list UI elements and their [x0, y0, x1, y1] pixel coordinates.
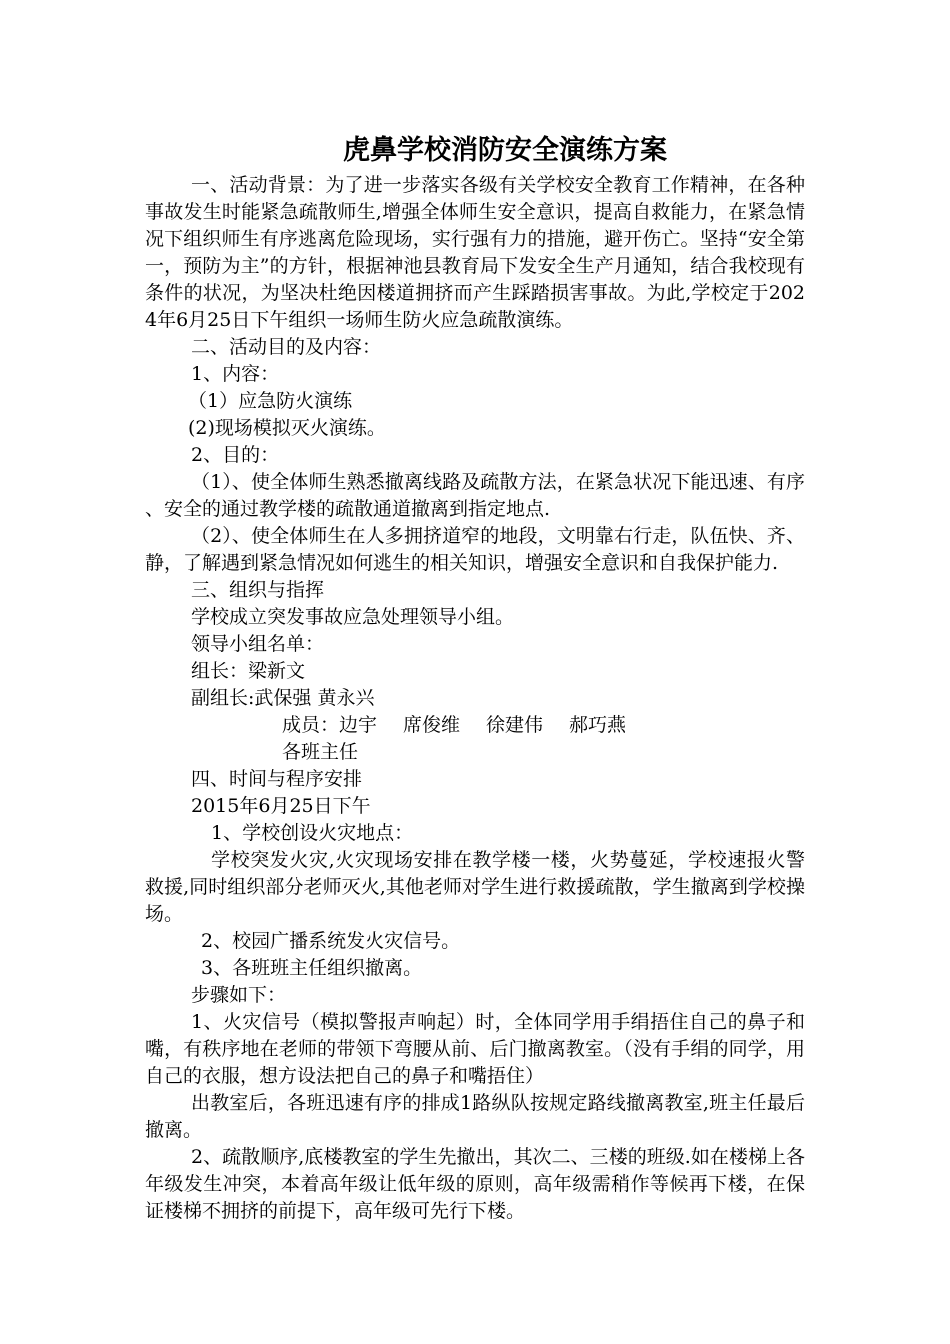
- paragraph-date: 2015年6月25日下午: [191, 795, 371, 817]
- paragraph-class-teachers: 各班主任: [282, 741, 359, 763]
- paragraph-evacuation-organize: 3、各班班主任组织撤离。: [201, 957, 423, 979]
- subheading-purpose: 2、目的：: [191, 444, 280, 466]
- list-item-drill: （1）应急防火演练: [188, 390, 353, 412]
- member-name: 席俊维: [403, 714, 461, 736]
- paragraph-step-fire-location: 1、学校创设火灾地点：: [211, 822, 414, 844]
- paragraph-group-list: 领导小组名单：: [191, 633, 325, 655]
- paragraph-members: [145, 712, 805, 739]
- paragraph-background: 一、活动背景：为了进一步落实各级有关学校安全教育工作精神，在各种事故发生时能紧急疏散师生,增强全体师生安全意识，提高自救能力，在紧急情况下组织师生有序逃离危险现场，实行强有力的措施，避开伤亡。坚持“安全第一，预防为主”的方针，根据神池县教育局下发安全生产月通知，结合我校现有条件的状况，为坚决杜绝因楼道拥挤而产生踩踏损害事故。为此,学校定于2024年6月25日下午组织一场师生防火应急疏散演练。: [145, 174, 805, 331]
- heading-organization: 三、组织与指挥: [191, 579, 325, 601]
- member-name: 徐建伟: [486, 714, 544, 736]
- paragraph-leadership-group: 学校成立突发事故应急处理领导小组。: [191, 606, 515, 628]
- paragraph-deputy-leaders: 副组长:武保强 黄永兴: [191, 687, 375, 709]
- paragraph-leave-classroom: 出教室后，各班迅速有序的排成1路纵队按规定路线撤离教室,班主任最后撤离。: [145, 1092, 805, 1141]
- paragraph-purpose-2: （2）、使全体师生在人多拥挤道窄的地段，文明靠右行走，队伍快、齐、静，了解遇到紧急情况如何逃生的相关知识，增强安全意识和自我保护能力.: [145, 525, 805, 574]
- paragraph-fire-scenario: 学校突发火灾,火灾现场安排在教学楼一楼，火势蔓延，学校速报火警救援,同时组织部分老师灭火,其他老师对学生进行救援疏散，学生撤离到学校操场。: [145, 849, 805, 925]
- heading-purpose-content: 二、活动目的及内容：: [191, 336, 382, 358]
- member-name: 成员：边宇: [282, 714, 378, 736]
- list-item-simulation: (2)现场模拟灭火演练。: [188, 417, 386, 439]
- subheading-content: 1、内容：: [191, 363, 280, 385]
- paragraph-leader: 组长：梁新文: [191, 660, 306, 682]
- member-name: 郝巧燕: [569, 714, 627, 736]
- document-title: 虎鼻学校消防安全演练方案: [343, 135, 667, 166]
- paragraph-step-2: 2、疏散顺序,底楼教室的学生先撤出，其次二、三楼的班级.如在楼梯上各年级发生冲突，本着高年级让低年级的原则，高年级需稍作等候再下楼，在保证楼梯不拥挤的前提下，高年级可先行下楼。: [145, 1146, 805, 1222]
- paragraph-step-1: 1、火灾信号（模拟警报声响起）时，全体同学用手绢捂住自己的鼻子和嘴，有秩序地在老师的带领下弯腰从前、后门撤离教室。（没有手绢的同学，用自己的衣服，想方设法把自己的鼻子和嘴捂住）: [145, 1011, 805, 1087]
- document-body: [145, 172, 805, 1225]
- paragraph-purpose-1: （1）、使全体师生熟悉撤离线路及疏散方法，在紧急状况下能迅速、有序、安全的通过教学楼的疏散通道撤离到指定地点.: [145, 471, 805, 520]
- heading-schedule: 四、时间与程序安排: [191, 768, 363, 790]
- paragraph-broadcast: 2、校园广播系统发火灾信号。: [201, 930, 461, 952]
- paragraph-steps-heading: 步骤如下：: [191, 984, 287, 1006]
